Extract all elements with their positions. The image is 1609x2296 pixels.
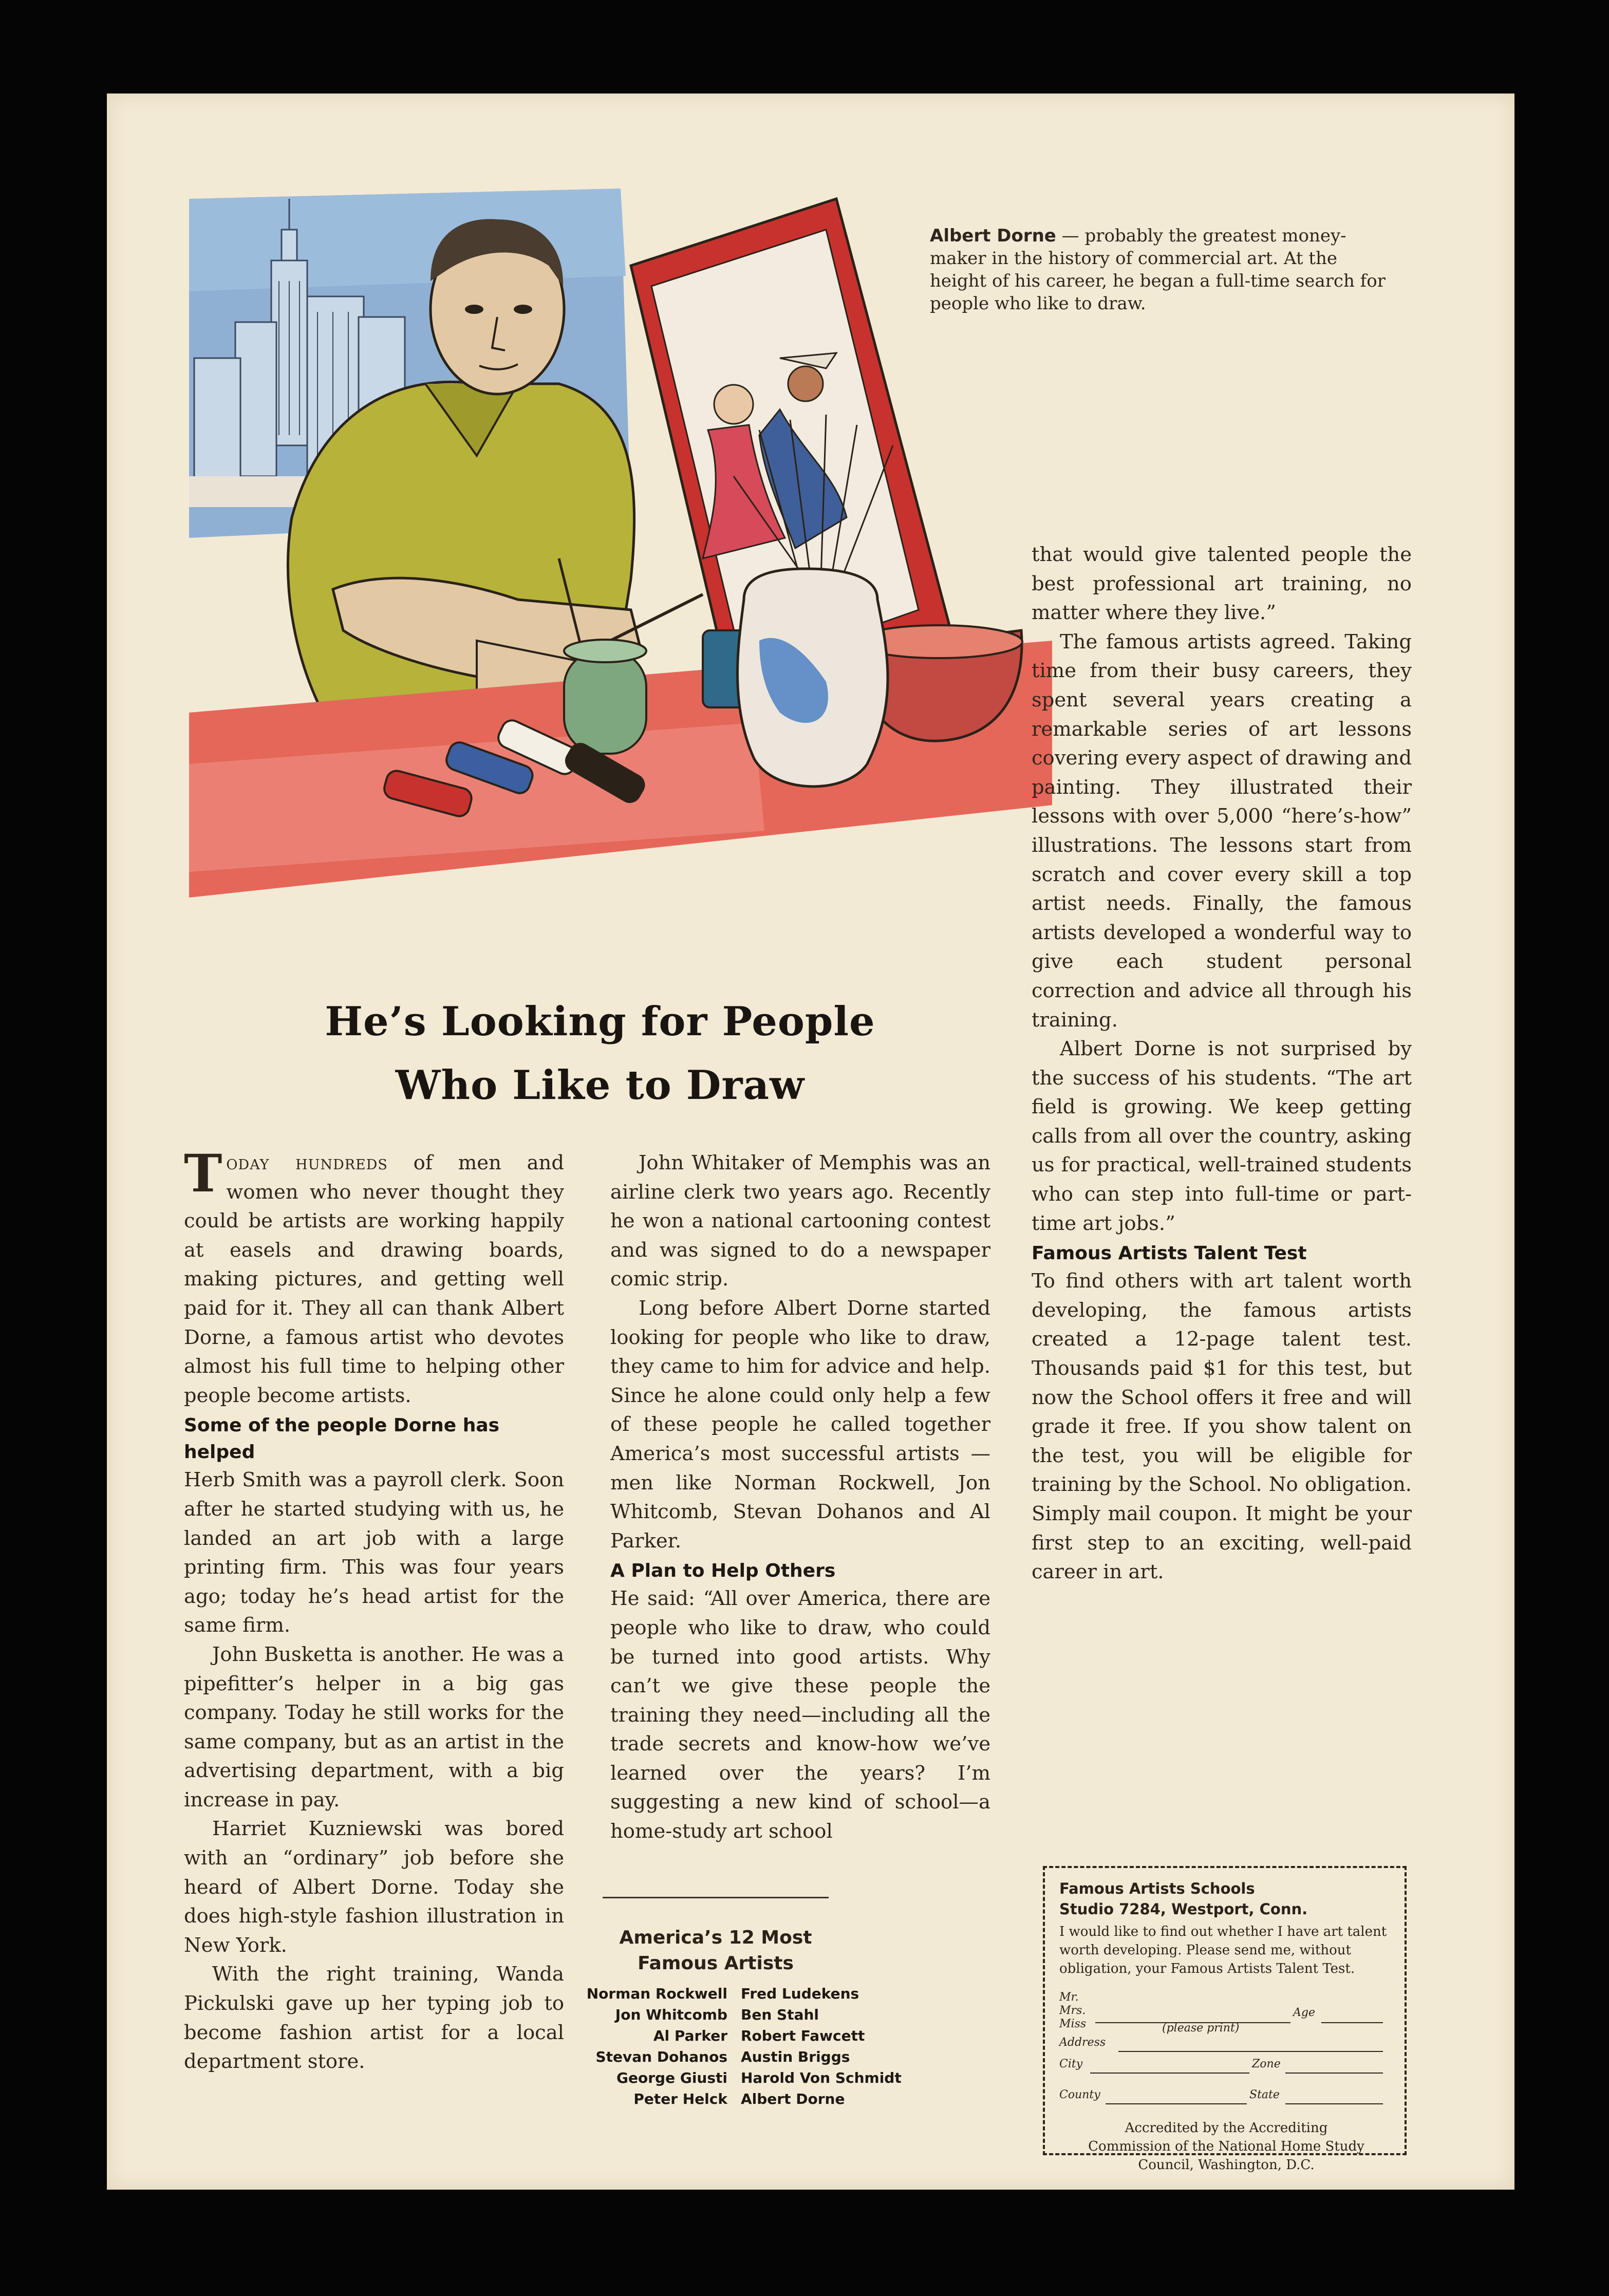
artist-name: Albert Dorne <box>741 2090 845 2107</box>
label-address: Address <box>1059 2036 1106 2049</box>
artist-name: Norman Rockwell <box>586 1985 727 2002</box>
artist-name: Robert Fawcett <box>741 2027 865 2044</box>
print-note: (please print) <box>1162 2022 1240 2034</box>
artist-name: Fred Ludekens <box>741 1985 859 2002</box>
coupon-studio: Studio 7284, Westport, Conn. <box>1059 1900 1308 1918</box>
label-state: State <box>1249 2088 1280 2101</box>
coupon-request: I would like to find out whether I have art talent worth developing. Please send me, without obligation, your Famous Artists Talent Test. <box>1059 1924 1387 1976</box>
divider <box>603 1897 829 1898</box>
age-field[interactable] <box>1321 2010 1383 2023</box>
col3-paragraph-2: The famous artists agreed. Taking time from their busy careers, they spent several years creating a remarkable series of art lessons covering every aspect of drawing and painting. They illustrated their lessons with over 5,000 “here’s-how” illustrations. The lessons start from scratch and cover every skill a top artist needs. Finally, the famous artists developed a wonderful way to give each student personal correction and advice all through his training. <box>1032 630 1412 1032</box>
artists-title-line-2: Famous Artists <box>638 1953 794 1974</box>
artists-title <box>590 1925 841 1976</box>
artist-name: Al Parker <box>653 2027 727 2044</box>
col3-paragraph-3: Albert Dorne is not surprised by the success of his students. “The art field is growing. We keep getting calls from all over the country, asking us for practical, well-trained students who can step into full-time or part-time art jobs.” <box>1032 1037 1412 1235</box>
accreditation: Accredited by the Accrediting Commission of the National Home Study Council, Washington, D.C. <box>1088 2120 1364 2173</box>
column-1 <box>184 1143 564 2077</box>
magazine-back-cover <box>107 94 1514 2190</box>
artist-name: Austin Briggs <box>741 2048 850 2065</box>
painter-illustration <box>189 189 1052 949</box>
column-3 <box>1032 540 1412 1587</box>
caption-text: — probably the greatest money-maker in the history of commercial art. At the height of his career, he began a full-time search for people who like to draw. <box>930 226 1386 314</box>
col1-paragraph-3: John Busketta is another. He was a pipefitter’s helper in a big gas company. Today he still works for the same company, but as an artist in the advertising department, with a big increase in pay. <box>184 1642 564 1812</box>
dropcap: T <box>184 1143 222 1204</box>
illustration-caption <box>930 225 1392 315</box>
col3-paragraph-4: To find others with art talent worth developing, the famous artists created a 12-page talent test. Thousands paid $1 for this test, but now the School offers it free and will grade it free. If you show talent on the test, you will be eligible for training by the School. No obligation. Simply mail coupon. It might be your first step to an exciting, well-paid career in art. <box>1032 1270 1412 1584</box>
label-city: City <box>1059 2058 1083 2070</box>
headline-line-2: Who Like to Draw <box>395 1062 805 1109</box>
col1-subhead: Some of the people Dorne has helped <box>184 1415 500 1463</box>
label-county: County <box>1059 2088 1100 2101</box>
order-coupon <box>1043 1866 1407 2173</box>
state-field[interactable] <box>1285 2091 1383 2104</box>
headline-line-1: He’s Looking for People <box>325 998 875 1045</box>
artists-right-list <box>741 1983 910 2110</box>
col2-paragraph-2: Long before Albert Dorne started looking for people who like to draw, they came to him for advice and help. Since he alone could only help a few of these people he called together America’s most successful artists —men like Norman Rockwell, Jon Whitcomb, Stevan Dohanos and Al Parker. <box>610 1296 990 1553</box>
col3-paragraph-1: that would give talented people the best professional art training, no matter where they live.” <box>1032 543 1412 625</box>
headline <box>230 990 970 1117</box>
column-2 <box>610 1149 990 1846</box>
label-mr: Mr. <box>1059 1991 1079 2004</box>
zone-field[interactable] <box>1285 2060 1383 2074</box>
col2-paragraph-3: He said: “All over America, there are people who like to draw, who could be turned into good artists. Why can’t we give these people the training they need—including all the trade secrets and know-how we’ve learned over the years? I’m suggesting a new kind of school—a home-study art school <box>610 1587 990 1843</box>
address-field[interactable] <box>1118 2039 1383 2052</box>
col1-paragraph-4: Harriet Kuzniewski was bored with an “ordinary” job before she heard of Albert Dorne. Today she does high-style fashion illustration in New York. <box>184 1817 564 1957</box>
artists-title-line-1: America’s 12 Most <box>619 1927 812 1948</box>
col1-paragraph-2: Herb Smith was a payroll clerk. Soon after he started studying with us, he landed an art job with a large printing firm. This was four years ago; today he’s head artist for the same firm. <box>184 1468 564 1637</box>
county-field[interactable] <box>1106 2091 1247 2104</box>
artist-name: Jon Whitcomb <box>615 2006 727 2023</box>
artists-left-list <box>564 1983 727 2110</box>
lead-smallcaps: oday hundreds <box>226 1151 388 1174</box>
col3-subhead: Famous Artists Talent Test <box>1032 1243 1307 1264</box>
artist-name: Ben Stahl <box>741 2006 819 2023</box>
col1-paragraph-5: With the right training, Wanda Pickulski gave up her typing job to become fashion artist for a local department store. <box>184 1963 564 2074</box>
col1-paragraph-1: of men and women who never thought they could be artists are working happily at easels and drawing boards, making pictures, and getting well paid for it. They all can thank Albert Dorne, a famous artist who devotes almost his full time to helping other people become artists. <box>184 1151 564 1407</box>
label-miss: Miss <box>1059 2018 1087 2030</box>
city-field[interactable] <box>1090 2060 1249 2074</box>
col2-paragraph-1: John Whitaker of Memphis was an airline clerk two years ago. Recently he won a national cartooning contest and was signed to do a newspaper comic strip. <box>610 1151 990 1291</box>
artist-name: Peter Helck <box>633 2090 727 2107</box>
coupon-school: Famous Artists Schools <box>1059 1880 1255 1897</box>
artist-name: Harold Von Schmidt <box>741 2069 902 2086</box>
artist-name: George Giusti <box>616 2069 727 2086</box>
caption-name: Albert Dorne <box>930 226 1056 246</box>
label-age: Age <box>1293 2006 1315 2019</box>
artist-name: Stevan Dohanos <box>595 2048 727 2065</box>
label-zone: Zone <box>1252 2058 1281 2070</box>
label-mrs: Mrs. <box>1059 2004 1086 2017</box>
col2-subhead: A Plan to Help Others <box>610 1560 836 1582</box>
